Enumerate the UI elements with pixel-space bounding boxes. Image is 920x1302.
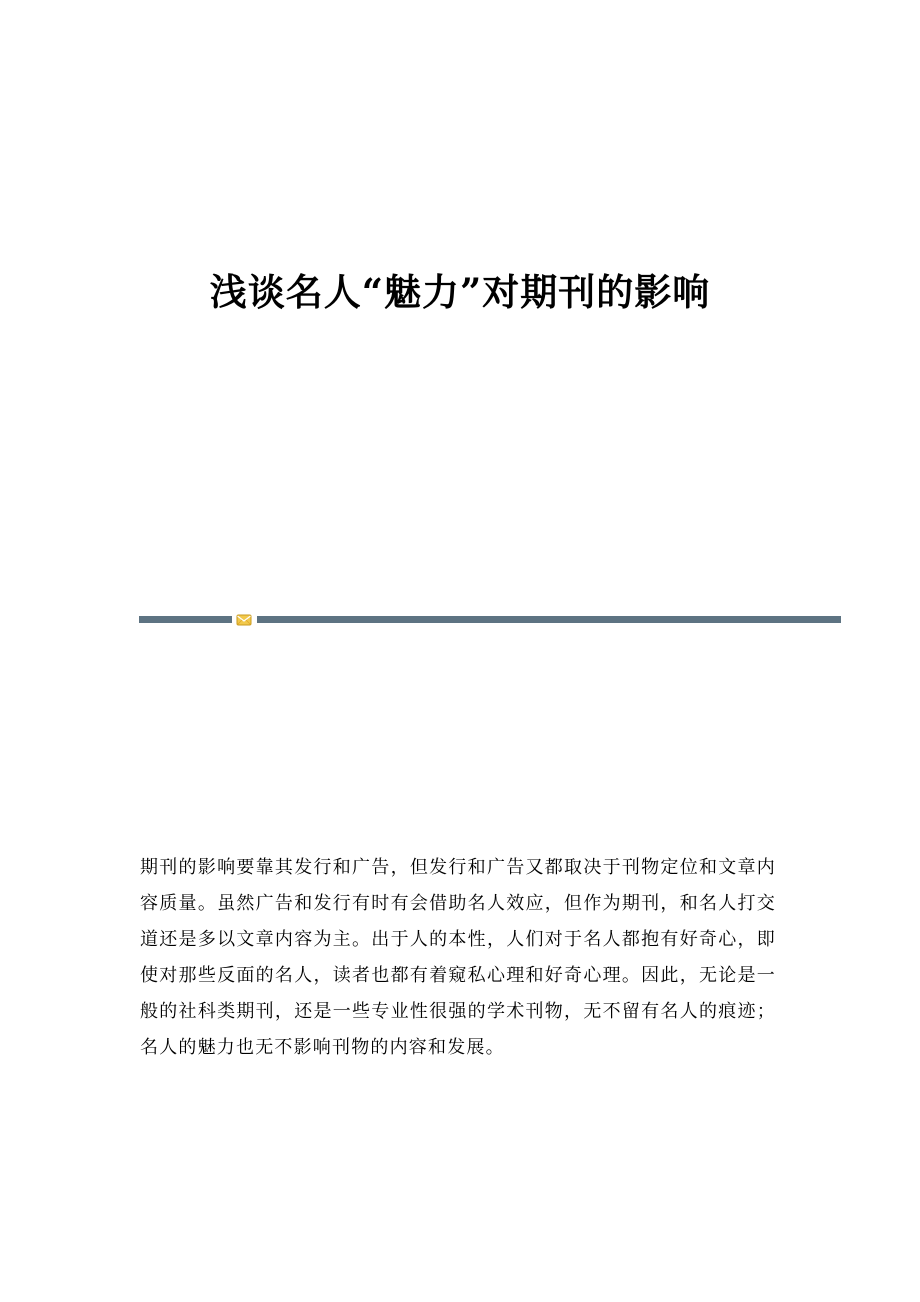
section-divider: [139, 612, 841, 626]
document-title: 浅谈名人“魅力”对期刊的影响: [209, 270, 711, 314]
body-paragraph: 期刊的影响要靠其发行和广告，但发行和广告又都取决于刊物定位和文章内容质量。虽然广告和发行有时有会借助名人效应，但作为期刊，和名人打交道还是多以文章内容为主。出于人的本性，人们对于名人都抱有好奇心，即使对那些反面的名人，读者也都有着窥私心理和好奇心理。因此，无论是一般的社科类期刊，还是一些专业性很强的学术刊物，无不留有名人的痕迹；名人的魅力也无不影响刊物的内容和发展。: [140, 857, 776, 1058]
divider-bar-right: [257, 616, 841, 623]
divider-bar-left: [139, 616, 232, 623]
envelope-icon: [236, 612, 252, 626]
